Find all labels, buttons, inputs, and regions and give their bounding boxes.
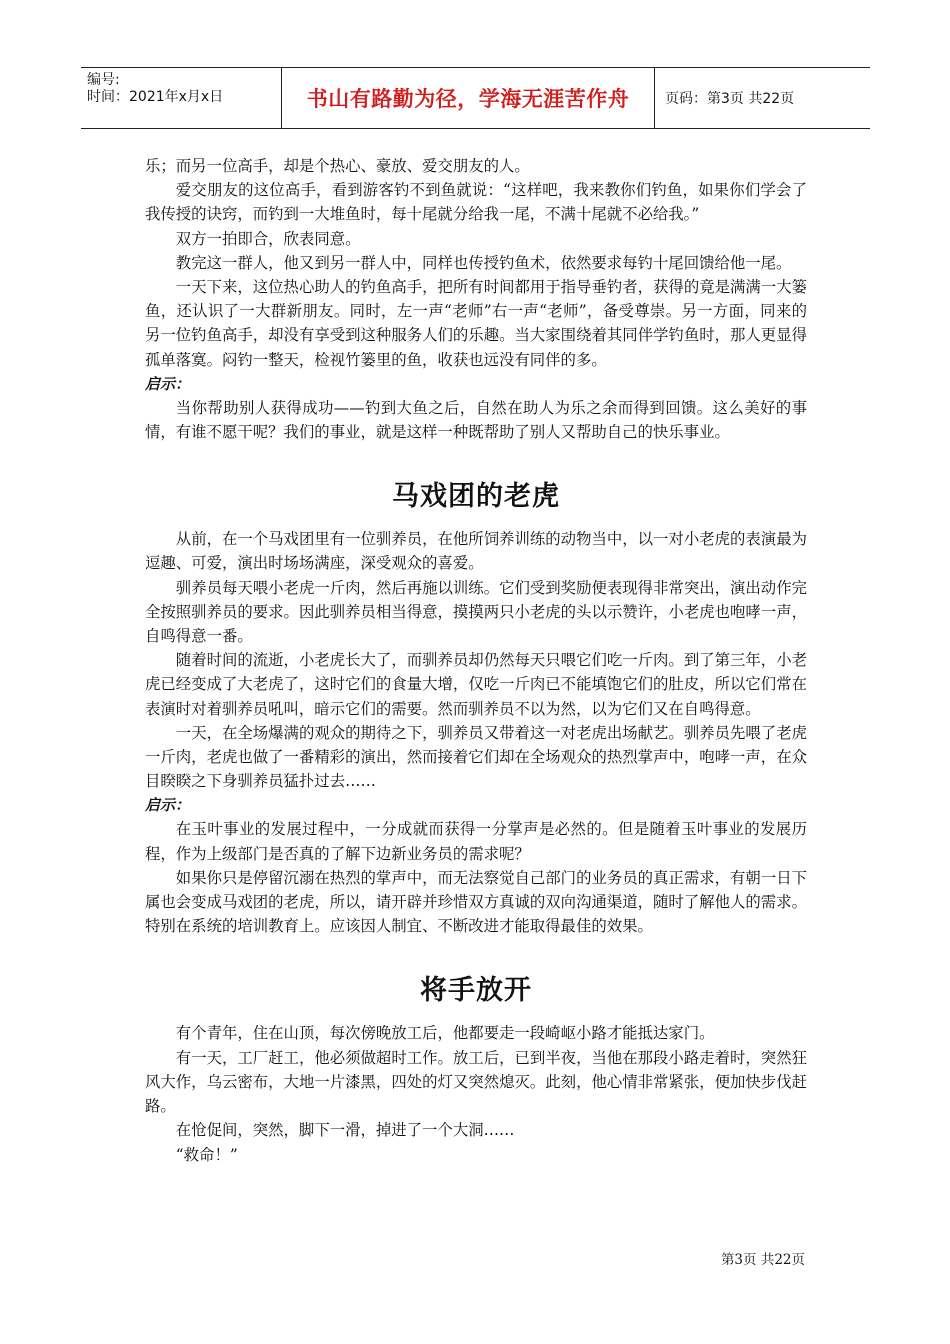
section-title: 将手放开	[420, 975, 532, 1007]
insight-paragraph: 当你帮助别人获得成功——钓到大鱼之后，自然在助人为乐之余而得到回馈。这么美好的事情，有谁不愿干呢？我们的事业，就是这样一种既帮助了别人又帮助自己的快乐事业。	[145, 398, 807, 442]
paragraph: 一天下来，这位热心助人的钓鱼高手，把所有时间都用于指导垂钓者，获得的竟是满满一大篓鱼，还认识了一大群新朋友。同时，左一声“老师”右一声“老师”，备受尊崇。另一方面，同来的另一位钓鱼高手，却没有享受到这种服务人们的乐趣。当大家围绕着其同伴学钓鱼时，那人更显得孤单落寞。闷钓一整天，检视竹篓里的鱼，收获也远没有同伴的多。	[145, 278, 807, 369]
paragraph: 从前，在一个马戏团里有一位驯养员，在他所饲养训练的动物当中，以一对小老虎的表演最为逗趣、可爱，演出时场场满座，深受观众的喜爱。	[145, 530, 807, 573]
paragraph: 爱交朋友的这位高手，看到游客钓不到鱼就说：“这样吧，我来教你们钓鱼，如果你们学会了我传授的诀窍，而钓到一大堆鱼时，每十尾就分给我一尾，不满十尾就不必给我。”	[145, 181, 807, 224]
insight-paragraph: 在玉叶事业的发展过程中，一分成就而获得一分掌声是必然的。但是随着玉叶事业的发展历程，作为上级部门是否真的了解下边新业务员的需求呢？	[145, 820, 807, 863]
header-page-label: 页码：第3页 共22页	[665, 91, 795, 107]
insight-paragraph: 如果你只是停留沉溺在热烈的掌声中，而无法察觉自己部门的业务员的真正需求，有朝一日下属也会变成马戏团的老虎，所以，请开辟并珍惜双方真诚的双向沟通渠道，随时了解他人的需求。特别在系统的培训教育上。应该因人制宜、不断改进才能取得最佳的效果。	[145, 868, 807, 936]
paragraph: 在怆促间，突然，脚下一滑，掉进了一个大洞……	[175, 1121, 515, 1140]
number-label: 编号:	[87, 72, 120, 88]
paragraph: 随着时间的流逝，小老虎长大了，而驯养员却仍然每天只喂它们吃一斤肉。到了第三年，小老虎已经变成了大老虎了，这时它们的食量大增，仅吃一斤肉已不能填饱它们的肚皮，所以它们常在表演时对着驯养员吼叫，暗示它们的需要。然而驯养员不以为然，以为它们又在自鸣得意。	[145, 651, 807, 718]
document-body	[145, 154, 807, 1167]
header-info	[81, 68, 282, 128]
paragraph: “救命！”	[175, 1145, 238, 1164]
paragraph: 有一天，工厂赶工，他必须做超时工作。放工后，已到半夜，当他在那段小路走着时，突然狂风大作，乌云密布，大地一片漆黑，四处的灯又突然熄灭。此刻，他心情非常紧张，便加快步伐赶路。	[145, 1048, 807, 1116]
paragraph: 乐；而另一位高手，却是个热心、豪放、爱交朋友的人。	[145, 157, 530, 175]
section-title: 马戏团的老虎	[392, 481, 560, 513]
header-motto: 书山有路勤为径，学海无涯苦作舟	[282, 68, 655, 128]
insight-label: 启示：	[145, 374, 191, 393]
paragraph: 驯养员每天喂小老虎一斤肉，然后再施以训练。它们受到奖励便表现得非常突出，演出动作完全按照驯养员的要求。因此驯养员相当得意，摸摸两只小老虎的头以示赞许，小老虎也咆哮一声，自鸣得意一番。	[145, 578, 807, 646]
paragraph: 一天，在全场爆满的观众的期待之下，驯养员又带着这一对老虎出场献艺。驯养员先喂了老虎一斤肉，老虎也做了一番精彩的演出，然而接着它们却在全场观众的热烈掌声中，咆哮一声，在众目睽睽之下身驯养员猛扑过去……	[145, 723, 807, 791]
insight-label: 启示：	[145, 796, 191, 815]
date-label: 时间：2021年x月x日	[87, 89, 224, 105]
page-header	[81, 67, 870, 129]
paragraph: 有个青年，住在山顶，每次傍晚放工后，他都要走一段崎岖小路才能抵达家门。	[175, 1024, 715, 1043]
page-footer: 第3页 共22页	[720, 1252, 805, 1268]
paragraph: 教完这一群人，他又到另一群人中，同样也传授钓鱼术，依然要求每钓十尾回馈给他一尾。	[175, 253, 792, 272]
paragraph: 双方一拍即合，欣表同意。	[175, 229, 361, 248]
